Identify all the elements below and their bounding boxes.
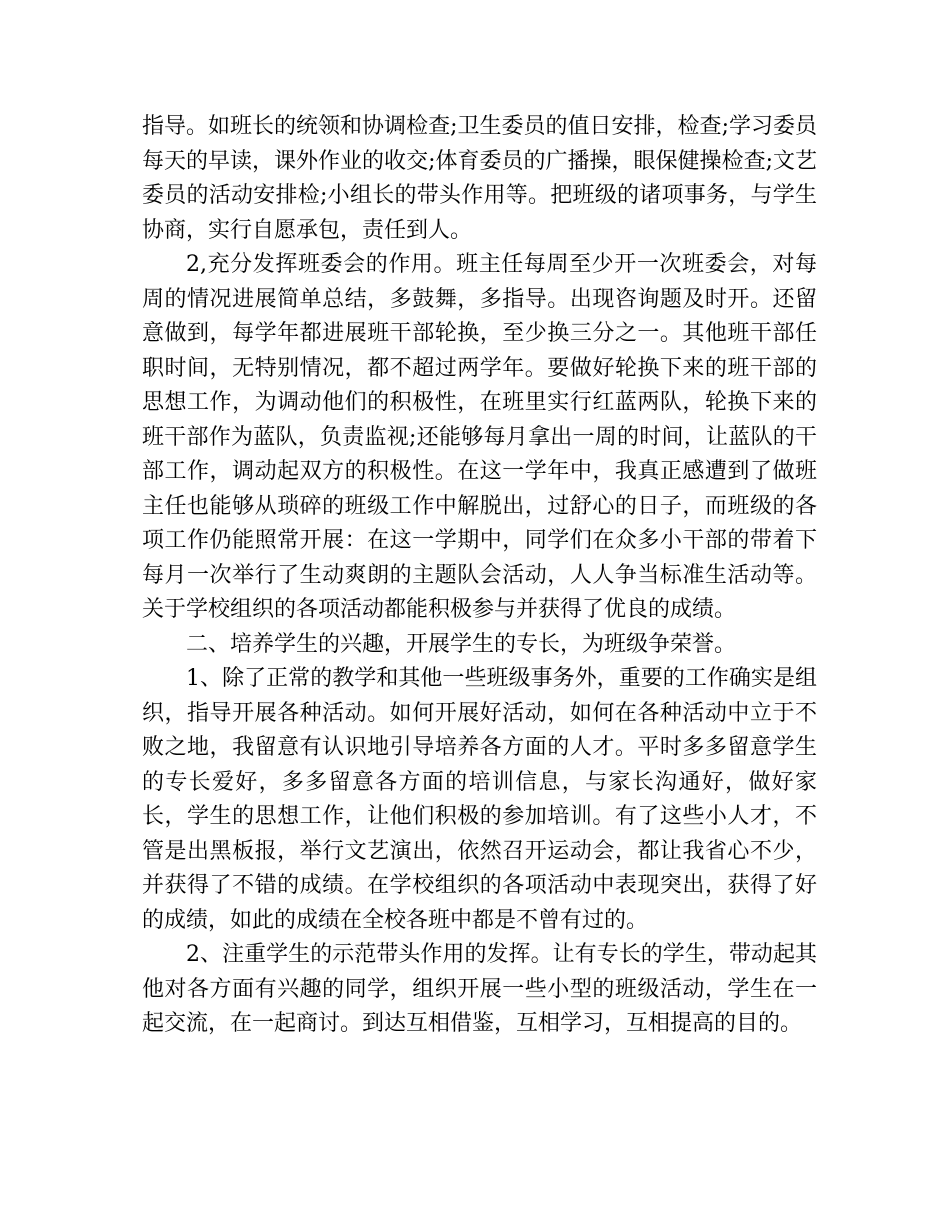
- paragraph-5: 2、注重学生的示范带头作用的发挥。让有专长的学生，带动起其他对各方面有兴趣的同学，组织开展一些小型的班级活动，学生在一起交流，在一起商讨。到达互相借鉴，互相学习，互相提高的目的。: [142, 942, 817, 1036]
- paragraph-2: 2,充分发挥班委会的作用。班主任每周至少开一次班委会，对每周的情况进展简单总结，多鼓舞，多指导。出现咨询题及时开。还留意做到，每学年都进展班干部轮换，至少换三分之一。其他班干部任职时间，无特别情况，都不超过两学年。要做好轮换下来的班干部的思想工作，为调动他们的积极性，在班里实行红蓝两队，轮换下来的班干部作为蓝队，负责监视;还能够每月拿出一周的时间，让蓝队的干部工作，调动起双方的积极性。在这一学年中，我真正感遭到了做班主任也能够从琐碎的班级工作中解脱出，过舒心的日子，而班级的各项工作仍能照常开展：在这一学期中，同学们在众多小干部的带着下每月一次举行了生动爽朗的主题队会活动，人人争当标准生活动等。关于学校组织的各项活动都能积极参与并获得了优良的成绩。: [142, 252, 817, 622]
- paragraph-4: 1、除了正常的教学和其他一些班级事务外，重要的工作确实是组织，指导开展各种活动。如何开展好活动，如何在各种活动中立于不败之地，我留意有认识地引导培养各方面的人才。平时多多留意学生的专长爱好，多多留意各方面的培训信息，与家长沟通好，做好家长，学生的思想工作，让他们积极的参加培训。有了这些小人才，不管是出黑板报，举行文艺演出，依然召开运动会，都让我省心不少，并获得了不错的成绩。在学校组织的各项活动中表现突出，获得了好的成绩，如此的成绩在全校各班中都是不曾有过的。: [142, 666, 817, 933]
- paragraph-1: 指导。如班长的统领和协调检查;卫生委员的值日安排，检查;学习委员每天的早读，课外作业的收交;体育委员的广播操，眼保健操检查;文艺委员的活动安排检;小组长的带头作用等。把班级的诸项事务，与学生协商，实行自愿承包，责任到人。: [142, 114, 817, 243]
- document-page: [142, 110, 817, 1042]
- paragraph-3-heading: 二、培养学生的兴趣，开展学生的专长，为班级争荣誉。: [186, 631, 737, 657]
